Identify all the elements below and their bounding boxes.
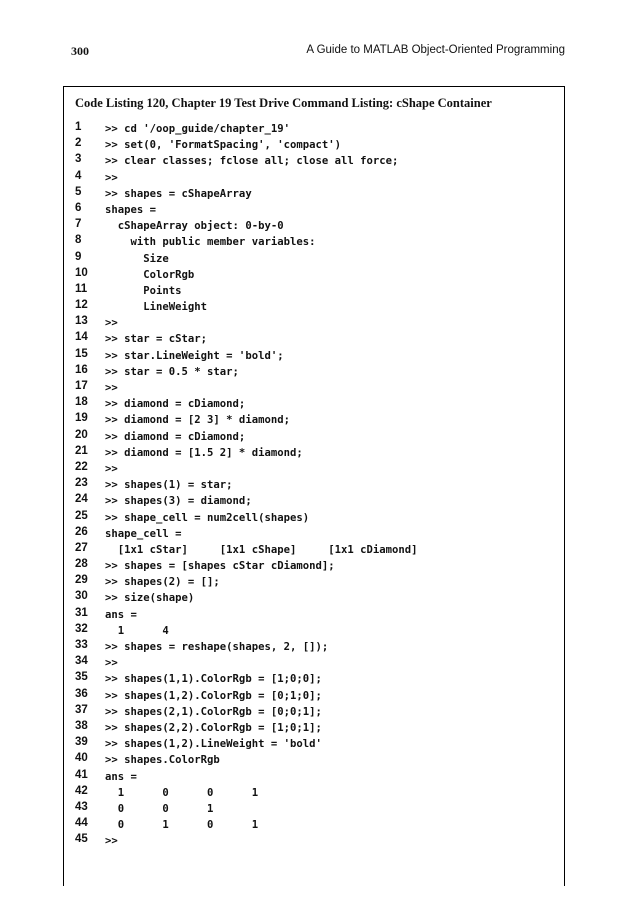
line-number: 19 (75, 412, 88, 425)
line-code: LineWeight (105, 301, 208, 314)
line-number: 34 (75, 655, 88, 668)
line-number: 3 (75, 153, 82, 166)
line-number: 22 (75, 460, 88, 473)
line-number: 27 (75, 541, 88, 554)
listing-caption: Code Listing 120, Chapter 19 Test Drive Command Listing: cShape Container (75, 96, 492, 110)
page-number: 300 (71, 44, 89, 58)
line-number: 30 (75, 590, 88, 603)
line-number: 43 (75, 800, 88, 813)
line-number: 18 (75, 396, 88, 409)
line-code: ColorRgb (105, 268, 195, 281)
line-number: 11 (75, 282, 88, 295)
line-code: >> shapes(1) = star; (105, 479, 233, 492)
line-code: 1 0 0 1 (105, 786, 259, 799)
line-number: 33 (75, 639, 88, 651)
line-code: with public member variables: (105, 236, 316, 249)
line-code: >> shapes = reshape(shapes, 2, []); (105, 641, 329, 653)
code-listing-box (63, 86, 565, 886)
line-number: 44 (75, 817, 88, 830)
line-code: 0 1 0 1 (105, 819, 259, 832)
line-number: 5 (75, 185, 82, 198)
line-number: 8 (75, 234, 82, 247)
line-code: shapes = (105, 203, 157, 216)
line-number: 31 (75, 606, 88, 619)
line-number: 41 (75, 768, 88, 781)
line-code: ans = (105, 608, 137, 621)
line-number: 36 (75, 687, 88, 700)
running-title: A Guide to MATLAB Object-Oriented Programming (306, 44, 565, 56)
page-header (71, 44, 565, 62)
line-code: cShapeArray object: 0-by-0 (105, 220, 284, 233)
line-number: 23 (75, 477, 88, 490)
line-number: 15 (75, 347, 88, 360)
line-code: >> shapes = cShapeArray (105, 187, 252, 200)
line-number: 1 (75, 121, 82, 133)
line-code: >> diamond = cDiamond; (105, 430, 246, 443)
line-code: >> star = 0.5 * star; (105, 365, 239, 378)
line-number: 29 (75, 574, 88, 587)
line-code: shape_cell = (105, 527, 182, 540)
line-number: 9 (75, 250, 82, 263)
line-code: >> star.LineWeight = 'bold'; (105, 349, 284, 362)
line-number: 32 (75, 622, 88, 635)
line-code: >> diamond = [1.5 2] * diamond; (105, 446, 303, 459)
line-code: >> (105, 657, 118, 670)
line-code: >> size(shape) (105, 592, 195, 605)
line-code: Size (105, 252, 169, 265)
line-code: >> diamond = cDiamond; (105, 398, 246, 411)
line-code: >> shapes.ColorRgb (105, 754, 220, 767)
line-number: 2 (75, 137, 82, 150)
line-number: 13 (75, 315, 88, 328)
line-code: [1x1 cStar] [1x1 cShape] [1x1 cDiamond] (105, 543, 418, 556)
line-code: >> shapes(2) = []; (105, 576, 220, 589)
line-number: 40 (75, 752, 88, 765)
line-number: 38 (75, 719, 88, 732)
line-code: >> star = cStar; (105, 333, 208, 346)
line-code: >> shapes(1,1).ColorRgb = [1;0;0]; (105, 673, 322, 686)
line-code: >> (105, 317, 118, 330)
line-number: 37 (75, 703, 88, 716)
line-code: >> (105, 171, 118, 184)
line-code: >> shapes(2,2).ColorRgb = [1;0;1]; (105, 721, 322, 734)
line-number: 7 (75, 218, 82, 231)
line-number: 6 (75, 201, 82, 214)
line-code: >> (105, 835, 118, 848)
line-number: 39 (75, 736, 88, 749)
line-code: >> shapes(1,2).LineWeight = 'bold' (105, 738, 322, 751)
line-code: 0 0 1 (105, 802, 214, 815)
line-number: 35 (75, 671, 88, 684)
line-code: >> diamond = [2 3] * diamond; (105, 414, 290, 427)
line-code: >> set(0, 'FormatSpacing', 'compact') (105, 139, 341, 152)
line-number: 17 (75, 380, 88, 392)
line-number: 16 (75, 363, 88, 376)
line-number: 26 (75, 525, 88, 538)
line-code: >> (105, 462, 118, 475)
line-code: >> shapes(3) = diamond; (105, 495, 252, 508)
line-number: 42 (75, 784, 88, 797)
line-number: 25 (75, 509, 88, 522)
line-number: 10 (75, 266, 88, 279)
line-number: 4 (75, 169, 82, 182)
line-code: >> shapes = [shapes cStar cDiamond]; (105, 560, 335, 573)
line-code: 1 4 (105, 624, 169, 637)
line-number: 20 (75, 428, 88, 441)
line-code: >> shapes(2,1).ColorRgb = [0;0;1]; (105, 705, 322, 718)
line-number: 12 (75, 299, 88, 312)
line-code: >> shape_cell = num2cell(shapes) (105, 511, 310, 524)
line-code: >> (105, 382, 118, 394)
line-number: 14 (75, 331, 88, 344)
line-code: >> shapes(1,2).ColorRgb = [0;1;0]; (105, 689, 322, 702)
line-code: >> clear classes; fclose all; close all force; (105, 155, 399, 168)
line-code: >> cd '/oop_guide/chapter_19' (105, 123, 290, 135)
line-number: 24 (75, 493, 88, 506)
line-code: Points (105, 284, 182, 297)
line-number: 45 (75, 833, 88, 846)
line-code: ans = (105, 770, 137, 783)
line-number: 21 (75, 444, 88, 457)
line-number: 28 (75, 558, 88, 571)
